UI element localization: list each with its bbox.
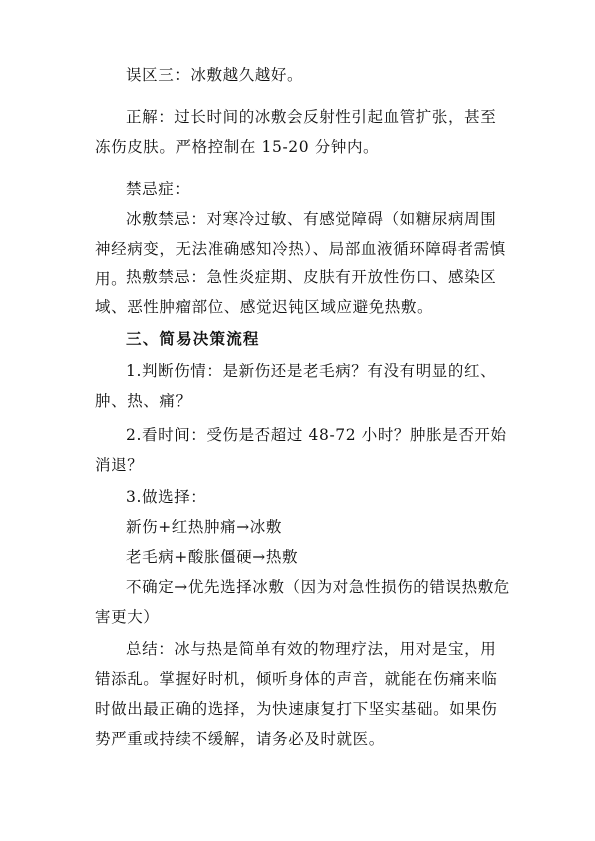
choice-old-injury: 老毛病+酸胀僵硬→热敷 — [126, 548, 299, 566]
summary-paragraph: 总结：冰与热是简单有效的物理疗法，用对是宝，用错添乱。掌握好时机，倾听身体的声音，就能在伤痛来临时做出最正确的选择，为快速康复打下坚实基础。如果伤势严重或持续不缓解，请务必及时就医。 — [95, 640, 498, 748]
paragraph-cold-contraindications: 冰敷禁忌：对寒冷过敏、有感觉障碍（如糖尿病周围神经病变，无法准确感知冷热）、局部血液循环障碍者需慎用。 — [95, 210, 506, 288]
paragraph-correction: 正解：过长时间的冰敷会反射性引起血管扩张，甚至冻伤皮肤。严格控制在 15-20 分钟内。 — [95, 108, 497, 156]
step-3: 3.做选择： — [126, 488, 207, 506]
choice-new-injury: 新伤+红热肿痛→冰敷 — [126, 518, 282, 536]
choice-uncertain: 不确定→优先选择冰敷（因为对急性损伤的错误热敷危害更大） — [95, 578, 510, 626]
paragraph-heat-contraindications: 热敷禁忌：急性炎症期、皮肤有开放性伤口、感染区域、恶性肿瘤部位、感觉迟钝区域应避免热敷。 — [95, 268, 497, 316]
step-2: 2.看时间：受伤是否超过 48-72 小时？肿胀是否开始消退？ — [95, 426, 507, 474]
paragraph-misconception-3: 误区三：冰敷越久越好。 — [126, 66, 304, 84]
section-heading: 三、简易决策流程 — [126, 329, 260, 348]
paragraph-contraindications-label: 禁忌症： — [126, 180, 191, 198]
step-1: 1.判断伤情：是新伤还是老毛病？有没有明显的红、肿、热、痛？ — [95, 362, 497, 410]
